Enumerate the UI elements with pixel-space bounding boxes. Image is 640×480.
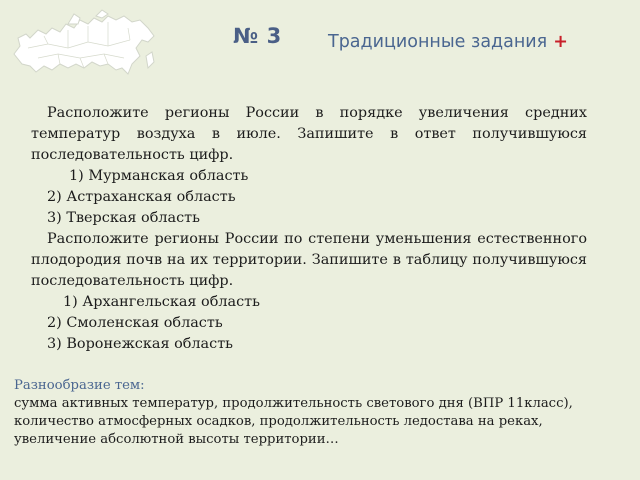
section-title — [328, 32, 568, 52]
task2-prompt: Расположите регионы России по степени уменьшения естественного плодородия почв на их территории. Запишите в таблицу получившуюся последовательность цифр. — [31, 231, 587, 289]
section-title-text: Традиционные задания — [328, 32, 548, 52]
plus-icon: + — [553, 32, 568, 52]
russia-map-icon — [8, 8, 158, 86]
footer-note — [14, 377, 614, 449]
task1-item: 2) Астраханская область — [47, 189, 236, 205]
slide-number: № 3 — [233, 24, 282, 48]
footer-text: сумма активных температур, продолжительность светового дня (ВПР 11класс), количество атмосферных осадков, продолжительность ледостава на реках, увеличение абсолютной высоты территории… — [14, 396, 573, 447]
task2-item: 1) Архангельская область — [63, 294, 260, 310]
task2-item: 3) Воронежская область — [47, 336, 233, 352]
tasks-block — [31, 103, 587, 355]
task1-item: 1) Мурманская область — [69, 168, 249, 184]
task2-item: 2) Смоленская область — [47, 315, 223, 331]
task1-prompt: Расположите регионы России в порядке увеличения средних температур воздуха в июле. Запишите в ответ получившуюся последовательность цифр. — [31, 105, 587, 163]
footer-title: Разнообразие тем: — [14, 378, 145, 393]
task1-item: 3) Тверская область — [47, 210, 200, 226]
